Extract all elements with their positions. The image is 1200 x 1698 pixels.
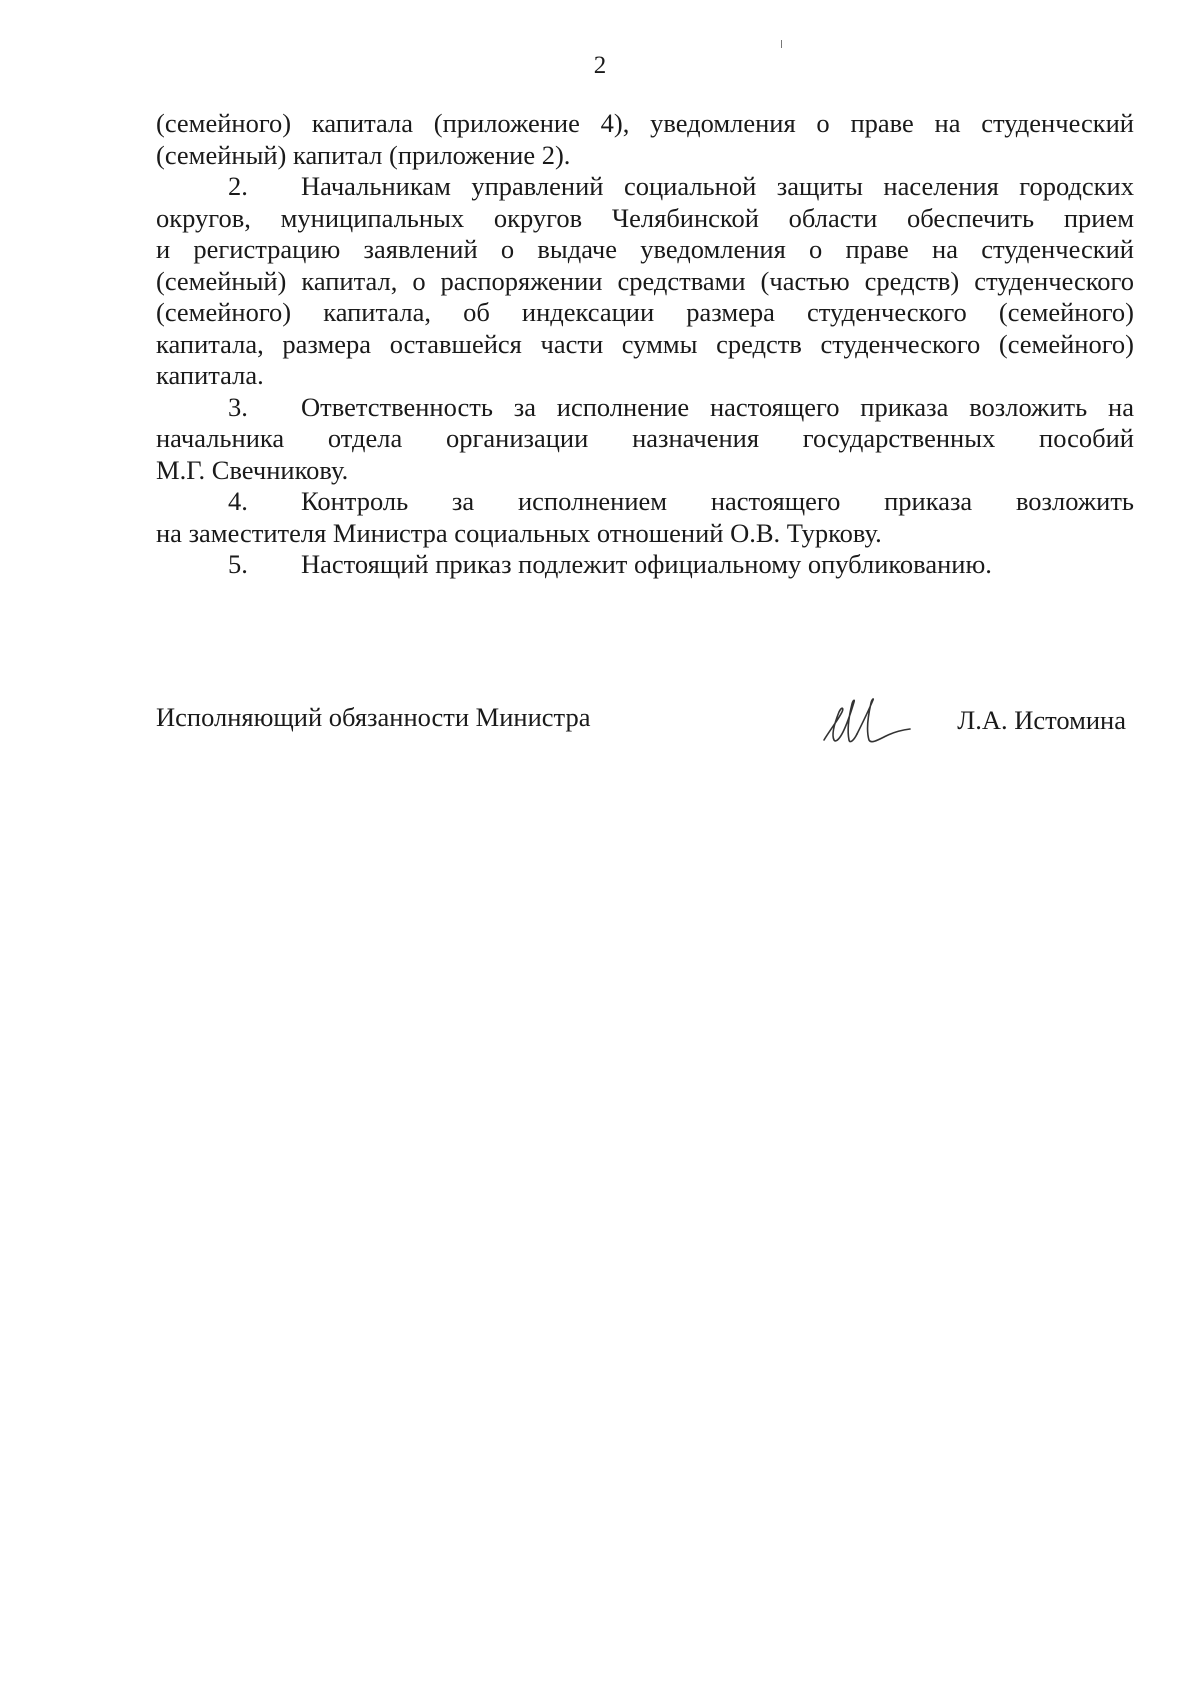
paragraph-item-2 <box>156 171 1134 392</box>
text-line: начальника отдела организации назначения государственных пособий <box>156 423 1134 453</box>
signature-block <box>156 690 1134 750</box>
paragraph-item-4 <box>156 486 1134 549</box>
handwritten-signature <box>816 690 916 750</box>
text-line: округов, муниципальных округов Челябинской области обеспечить прием <box>156 202 1134 233</box>
scan-mark <box>781 40 782 48</box>
text-line: (семейный) капитал (приложение 2). <box>156 139 571 170</box>
text-line: (семейного) капитала (приложение 4), уведомления о праве на студенческий <box>156 108 1134 138</box>
text-line: на заместителя Министра социальных отношений О.В. Туркову. <box>156 517 882 548</box>
text-line: и регистрацию заявлений о выдаче уведомления о праве на студенческий <box>156 234 1134 264</box>
signer-title: Исполняющий обязанности Министра <box>156 702 591 732</box>
text-line: М.Г. Свечникову. <box>156 454 349 485</box>
text-line: Ответственность за исполнение настоящего приказа возложить на <box>301 391 1134 422</box>
text-line: капитала, размера оставшейся части суммы средств студенческого (семейного) <box>156 328 1134 359</box>
signer-name: Л.А. Истомина <box>957 705 1126 735</box>
page-number: 2 <box>593 52 607 79</box>
text-line: Настоящий приказ подлежит официальному опубликованию. <box>301 549 992 579</box>
document-body <box>156 108 1134 581</box>
item-number: 2. <box>228 171 248 201</box>
paragraph-continuation <box>156 108 1134 171</box>
item-number: 5. <box>228 549 248 579</box>
item-number: 3. <box>228 391 248 422</box>
text-line: Контроль за исполнением настоящего приказа возложить <box>301 486 1134 516</box>
text-line: Начальникам управлений социальной защиты населения городских <box>301 171 1134 201</box>
paragraph-item-5 <box>156 549 1134 581</box>
paragraph-item-3 <box>156 392 1134 487</box>
item-number: 4. <box>228 486 248 516</box>
text-line: (семейного) капитала, об индексации размера студенческого (семейного) <box>156 297 1134 327</box>
text-line: капитала. <box>156 360 264 390</box>
text-line: (семейный) капитал, о распоряжении средствами (частью средств) студенческого <box>156 265 1134 296</box>
